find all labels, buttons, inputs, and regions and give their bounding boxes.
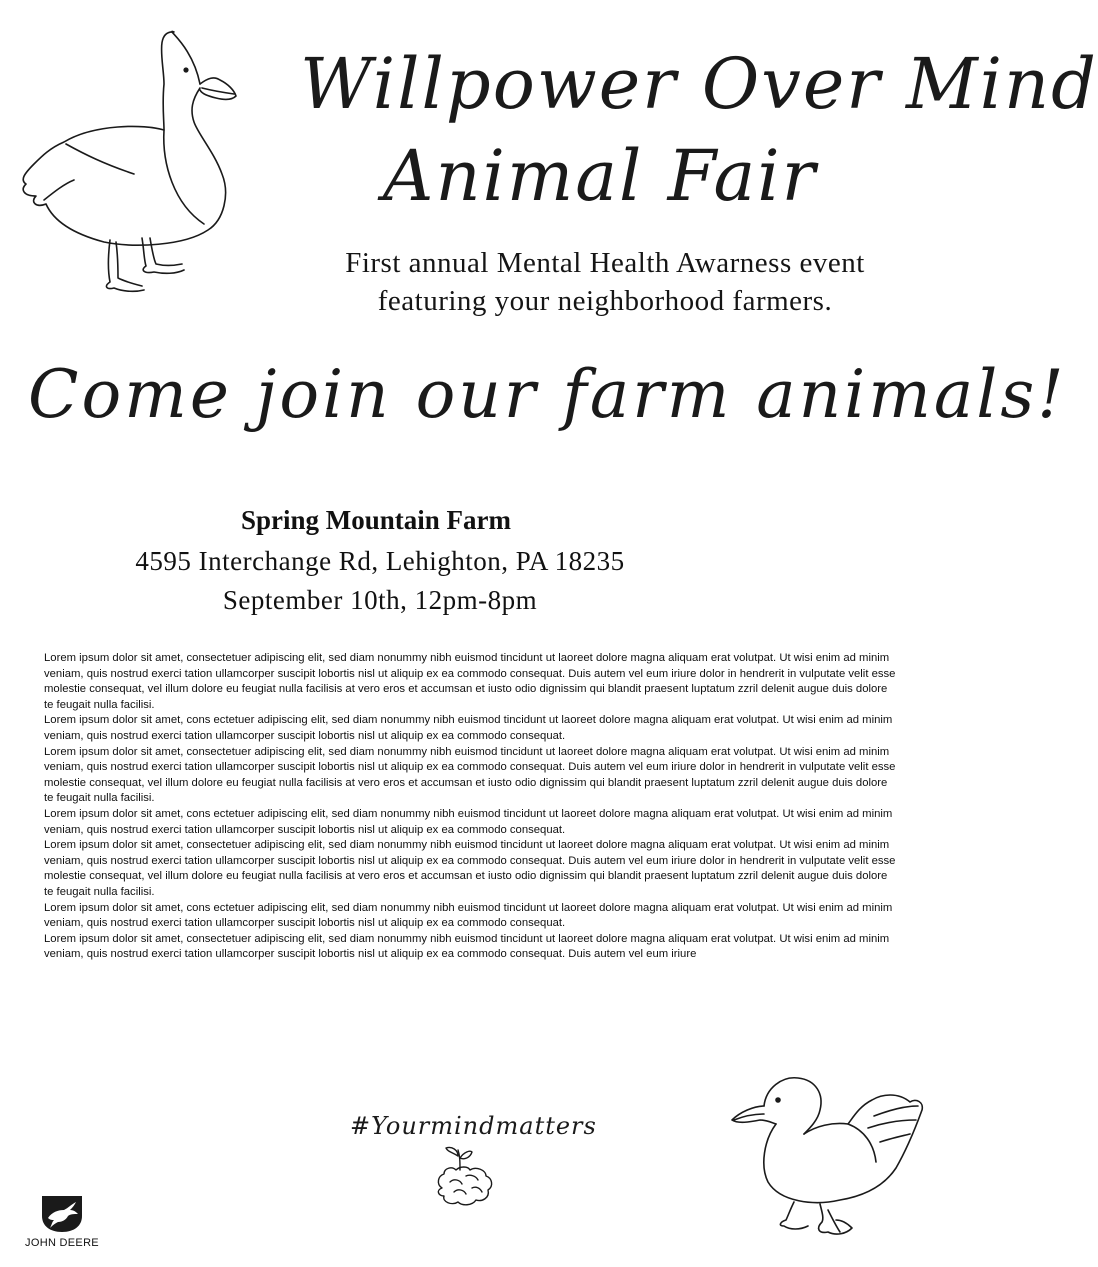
body-paragraph: Lorem ipsum dolor sit amet, cons ectetuer adipiscing elit, sed diam nonummy nibh euismod tincidunt ut laoreet dolore magna aliquam erat volutpat. Ut wisi enim ad minim veniam, quis nostrud exerci tation ullamcorper suscipit lobortis nisl ut aliquip ex ea commodo consequat. [44,714,893,742]
body-paragraph: Lorem ipsum dolor sit amet, cons ectetuer adipiscing elit, sed diam nonummy nibh euismod tincidunt ut laoreet dolore magna aliquam erat volutpat. Ut wisi enim ad minim veniam, quis nostrud exerci tation ullamcorper suscipit lobortis nisl ut aliquip ex ea commodo consequat. [44,901,893,930]
subtitle-line1: First annual Mental Health Awarness event [345,247,865,279]
body-paragraph: Lorem ipsum dolor sit amet, consectetuer adipiscing elit, sed diam nonummy nibh euismod tincidunt ut laoreet dolore magna aliquam erat volutpat. Ut wisi enim ad minim veniam, quis nostrud exerci tation ullamcorper suscipit lobortis nisl ut aliquip ex ea commodo consequat. Duis autem vel eum iriure dolor in hendrerit in vulputate velit esse molestie consequat, vel illum dolore eu feugiat nulla facilisis at vero eros et accumsan et iusto odio dignissim qui blandit praesent luptatum zzril delenit augue duis dolore te feugait nulla facilisi. [44,839,896,898]
callout-heading: Come join our farm animals! [28,356,1067,433]
body-paragraph: Lorem ipsum dolor sit amet, consectetuer adipiscing elit, sed diam nonummy nibh euismod tincidunt ut laoreet dolore magna aliquam erat volutpat. Ut wisi enim ad minim veniam, quis nostrud exerci tation ullamcorper suscipit lobortis nisl ut aliquip ex ea commodo consequat. Duis autem vel eum iriure dolor in hendrerit in vulputate velit esse molestie consequat, vel illum dolore eu feugiat nulla facilisis at vero eros et accumsan et iusto odio dignissim qui blandit praesent luptatum zzril delenit augue duis dolore te feugait nulla facilisi. [44,652,896,711]
body-text [44,651,896,963]
venue-address: 4595 Interchange Rd, Lehighton, PA 18235 [135,546,625,576]
hashtag: #Yourmindmatters [350,1112,597,1140]
event-title-line2: Animal Fair [382,135,818,217]
body-paragraph: Lorem ipsum dolor sit amet, consectetuer adipiscing elit, sed diam nonummy nibh euismod tincidunt ut laoreet dolore magna aliquam erat volutpat. Ut wisi enim ad minim veniam, quis nostrud exerci tation ullamcorper suscipit lobortis nisl ut aliquip ex ea commodo consequat. Duis autem vel eum iriure [44,932,890,961]
event-date-time: September 10th, 12pm-8pm [222,585,538,615]
body-paragraph: Lorem ipsum dolor sit amet, consectetuer adipiscing elit, sed diam nonummy nibh euismod tincidunt ut laoreet dolore magna aliquam erat volutpat. Ut wisi enim ad minim veniam, quis nostrud exerci tation ullamcorper suscipit lobortis nisl ut aliquip ex ea commodo consequat. Duis autem vel eum iriure dolor in hendrerit in vulputate velit esse molestie consequat, vel illum dolore eu feugiat nulla facilisis at vero eros et accumsan et iusto odio dignissim qui blandit praesent luptatum zzril delenit augue duis dolore te feugait nulla facilisi. [44,745,896,805]
john-deere-wordmark: JOHN DEERE [25,1237,99,1249]
subtitle-line2: featuring your neighborhood farmers. [377,285,833,317]
body-paragraph: Lorem ipsum dolor sit amet, cons ectetuer adipiscing elit, sed diam nonummy nibh euismod tincidunt ut laoreet dolore magna aliquam erat volutpat. Ut wisi enim ad minim veniam, quis nostrud exerci tation ullamcorper suscipit lobortis nisl ut aliquip ex ea commodo consequat. [44,807,893,836]
event-title-line1: Willpower Over Mind [300,43,1098,125]
brain-sprout-icon [430,1144,500,1214]
event-subtitle [300,244,910,320]
leaping-deer-icon [38,1192,86,1234]
venue-name: Spring Mountain Farm [240,505,512,535]
duck-illustration-bottom [724,1070,928,1242]
duck-illustration-top [14,24,254,300]
